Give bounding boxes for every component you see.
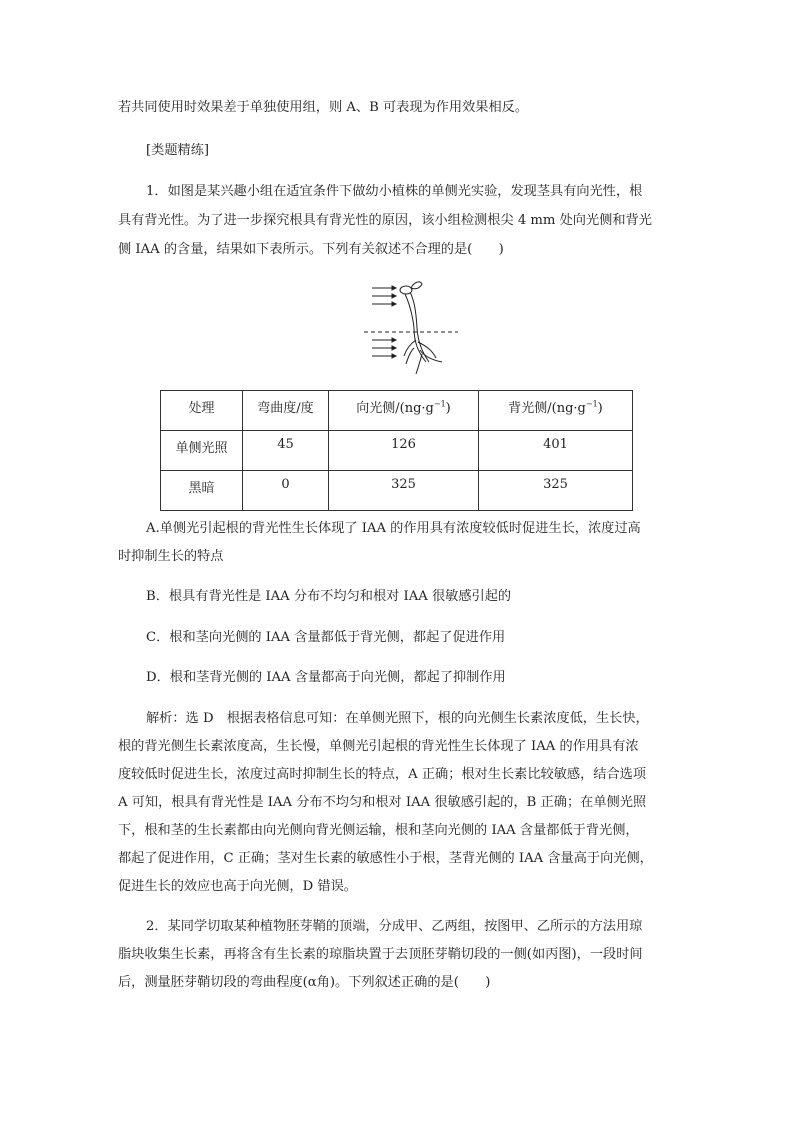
table-cell: 401 — [479, 431, 633, 471]
table-cell: 126 — [329, 431, 479, 471]
table-cell: 黑暗 — [161, 471, 243, 511]
seedling-figure — [356, 280, 466, 376]
analysis-line-6: 都起了促进作用，C 正确；茎对生长素的敏感性小于根，茎背光侧的 IAA 含量高于向光侧， — [118, 851, 653, 866]
question-2-line-1: 2．某同学切取某种植物胚芽鞘的顶端，分成甲、乙两组，按图甲、乙所示的方法用琼 — [146, 919, 643, 934]
question-1-line-2: 具有背光性。为了进一步探究根具有背光性的原因，该小组检测根尖 4 mm 处向光侧和背光 — [118, 213, 652, 228]
table-cell: 单侧光照 — [161, 431, 243, 471]
analysis-line-3: 度较低时促进生长，浓度过高时抑制生长的特点，A 正确；根对生长素比较敏感，结合选项 — [118, 767, 647, 782]
header-treatment: 处理 — [161, 391, 243, 431]
header-shade-side: 背光侧$/(ng\cdot g^{-1})$ — [479, 391, 633, 431]
table-cell: 325 — [479, 471, 633, 511]
header-curvature: 弯曲度/度 — [243, 391, 329, 431]
header-light-side: 向光侧$/(ng\cdot g^{-1})$ — [329, 391, 479, 431]
table-cell: 325 — [329, 471, 479, 511]
analysis-line-2: 根的背光侧生长素浓度高，生长慢，单侧光引起根的背光性生长体现了 IAA 的作用具有浓 — [118, 739, 639, 754]
table-cell: 0 — [243, 471, 329, 511]
analysis-line-5: 下，根和茎的生长素都由向光侧向背光侧运输，根和茎向光侧的 IAA 含量都低于背光侧， — [118, 823, 639, 838]
table-row — [161, 431, 633, 471]
option-a-line-1: A.单侧光引起根的背光性生长体现了 IAA 的作用具有浓度较低时促进生长，浓度过高 — [146, 521, 641, 536]
analysis-line-1: 解析：选 D 根据表格信息可知：在单侧光照下，根的向光侧生长素浓度低，生长快， — [146, 711, 649, 726]
table-cell: 45 — [243, 431, 329, 471]
analysis-line-4: A 可知，根具有背光性是 IAA 分布不均匀和根对 IAA 很敏感引起的，B 正确；在单侧光照 — [118, 795, 647, 810]
intro-line: 若共同使用时效果差于单独使用组，则 A、B 可表现为作用效果相反。 — [118, 100, 529, 115]
option-c: C．根和茎向光侧的 IAA 含量都低于背光侧，都起了促进作用 — [146, 630, 506, 645]
section-label: [类题精练] — [146, 143, 210, 158]
option-d: D．根和茎背光侧的 IAA 含量都高于向光侧，都起了抑制作用 — [146, 670, 506, 685]
iaa-table — [160, 390, 633, 511]
table-row — [161, 471, 633, 511]
table-header-row — [161, 391, 633, 431]
question-1-line-3: 侧 IAA 的含量，结果如下表所示。下列有关叙述不合理的是( ) — [118, 242, 504, 257]
analysis-line-7: 促进生长的效应也高于向光侧，D 错误。 — [118, 879, 357, 894]
seedling-icon — [400, 282, 442, 374]
option-a-line-2: 时抑制生长的特点 — [118, 549, 224, 564]
question-2-line-3: 后，测量胚芽鞘切段的弯曲程度(α角)。下列叙述正确的是( ) — [118, 975, 491, 990]
question-1-line-1: 1．如图是某兴趣小组在适宜条件下做幼小植株的单侧光实验，发现茎具有向光性，根 — [146, 184, 643, 199]
question-2-line-2: 脂块收集生长素，再将含有生长素的琼脂块置于去顶胚芽鞘切段的一侧(如丙图)，一段时间 — [118, 947, 643, 962]
light-arrows — [372, 286, 396, 358]
option-b: B．根具有背光性是 IAA 分布不均匀和根对 IAA 很敏感引起的 — [146, 589, 512, 604]
